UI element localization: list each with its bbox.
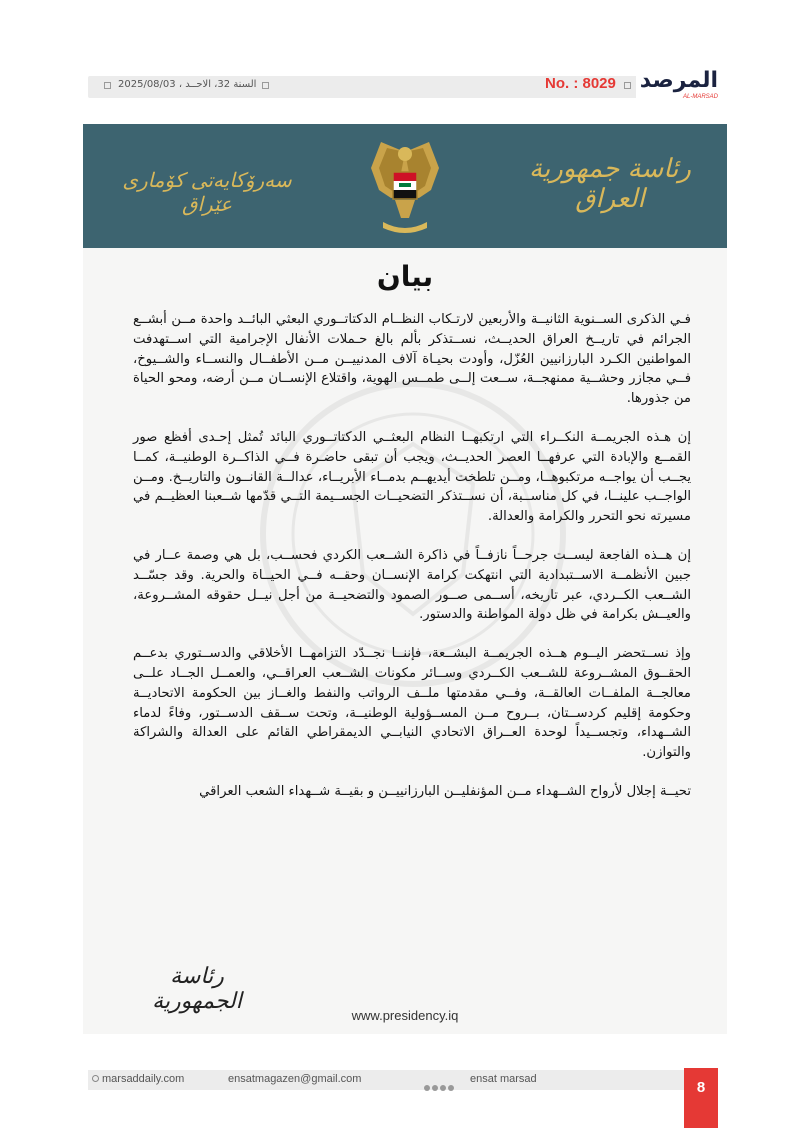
statement-title: بيان <box>376 260 434 293</box>
letterhead-kurdish-title: سەرۆکایەتی کۆماری عێراق <box>122 168 292 216</box>
social-icons <box>424 1076 456 1095</box>
square-bullet-icon <box>624 82 631 89</box>
footer-site <box>92 1073 184 1085</box>
issue-number: No. : 8029 <box>545 75 616 92</box>
twitter-icon <box>432 1085 438 1091</box>
youtube-icon <box>448 1085 454 1091</box>
footer-email: ensatmagazen@gmail.com <box>228 1073 362 1085</box>
paragraph-4: وإذ نســتحضر اليــوم هــذه الجريمــة البشــعة، فإننــا نجــدّد التزامهــا الأخلاقي والدســتوري بدعــم الحقــوق المشــروعة للشــعب الكــردي وســائر مكونات الشــعب العراقــي، والعمــل الجــاد علــى معالجــة الملفــات العالقــة، وفــي مقدمتها ملــف الرواتب والنفط والغــاز بين الحكومة الاتحاديــة وحكومة إقليم كردســتان، بــروح مــن المســؤولية الوطنيــة، وتحت ســقف الدســتور، وفاءً لدماء الشــهداء، وتجســيداً لوحدة العــراق الاتحادي النيابــي الديمقراطي القائم على العدالة والشراكة والتوازن. <box>133 646 691 761</box>
presidency-signature: رئاسة الجمهورية <box>152 964 242 1014</box>
logo-text: المرصد <box>639 68 718 93</box>
page-number: 8 <box>684 1068 718 1128</box>
paragraph-2: إن هـذه الجريمــة النكــراء التي ارتكبهــا النظام البعثــي الدكتاتــوري البائد تُمثل إحـدى أفظع صور القمــع والإبادة التي عرفهــا العصر الحديــث، ويجب أن تبقى حاضـرة فــي الذاكــرة الوطنيــة، كمــا يجــب أن يواجــه مرتكبوهــا، ومــن تلطخت أيديهــم بدمــاء الأبريــاء، عدالــة القانــون والتاريــخ. ومــن الواجــب علينــا، في كل مناســبة، أن نســتذكر التضحيــات الجســيمة التــي قدّمها شــعبنا العظيــم في مسيرته نحو التحرر والكرامة والعدالة. <box>133 429 691 525</box>
paragraph-3: إن هــذه الفاجعة ليســت جرحــاً نازفــاً في ذاكرة الشــعب الكردي فحســب، بل هي وصمة عــار في جبين الأنظمــة الاســتبدادية التي انتهكت كرامة الإنســان وحقــه فــي الحيــاة والحرية. وقد جسّــد الشــعب الكــردي، عبر تاريخه، أســمى صــور الصمود والتضحيــة من أجل نيــل حقوقه المشــروعة، والعيــش بكرامة في ظل دولة المواطنة والدستور. <box>133 547 691 623</box>
issue-date: السنة 32، الاحــد ، 2025/08/03 <box>118 79 257 90</box>
statement-body <box>133 310 691 821</box>
iraq-eagle-emblem-icon <box>361 138 449 238</box>
footer-site-text: marsaddaily.com <box>102 1073 185 1085</box>
square-bullet-icon <box>262 82 269 89</box>
logo-subtitle: AL-MARSAD <box>682 94 718 100</box>
facebook-icon <box>424 1085 430 1091</box>
presidency-website: www.presidency.iq <box>351 1008 459 1023</box>
letterhead-banner <box>83 124 727 248</box>
paragraph-5: تحيــة إجلال لأرواح الشــهداء مــن المؤنفليــن البارزانييــن و بقيــة شــهداء الشعب العراقي <box>199 783 691 799</box>
instagram-icon <box>440 1085 446 1091</box>
square-bullet-icon <box>104 82 111 89</box>
letterhead-arabic-title: رئاسة جمهورية العراق <box>529 154 691 214</box>
newspaper-logo <box>636 70 722 100</box>
footer-social: ensat marsad <box>470 1073 537 1085</box>
paragraph-1: فـي الذكرى الســنوية الثانيــة والأربعين لارتـكاب النظــام الدكتاتــوري البعثي البائــد واحدة مــن أبشــع الجرائم في تاريــخ العراق الحديــث، نســتذكر بألم بالغ حـملات الأنفال الإجرامية التي اســتهدفت المواطنين الكـرد البارزانيين العُزّل، وأودت بحيـاة آلاف المدنييــن مــن الأطفــال والنســاء والشــيوخ، فــي مجازر وحشــية ممنهجــة، ســعت إلــى طمــس الهوية، واقتلاع الإنســان مــن أرضه، ومحو الحياة من جذورها. <box>133 312 691 407</box>
globe-icon <box>92 1075 99 1082</box>
statement-letter <box>83 124 727 1034</box>
